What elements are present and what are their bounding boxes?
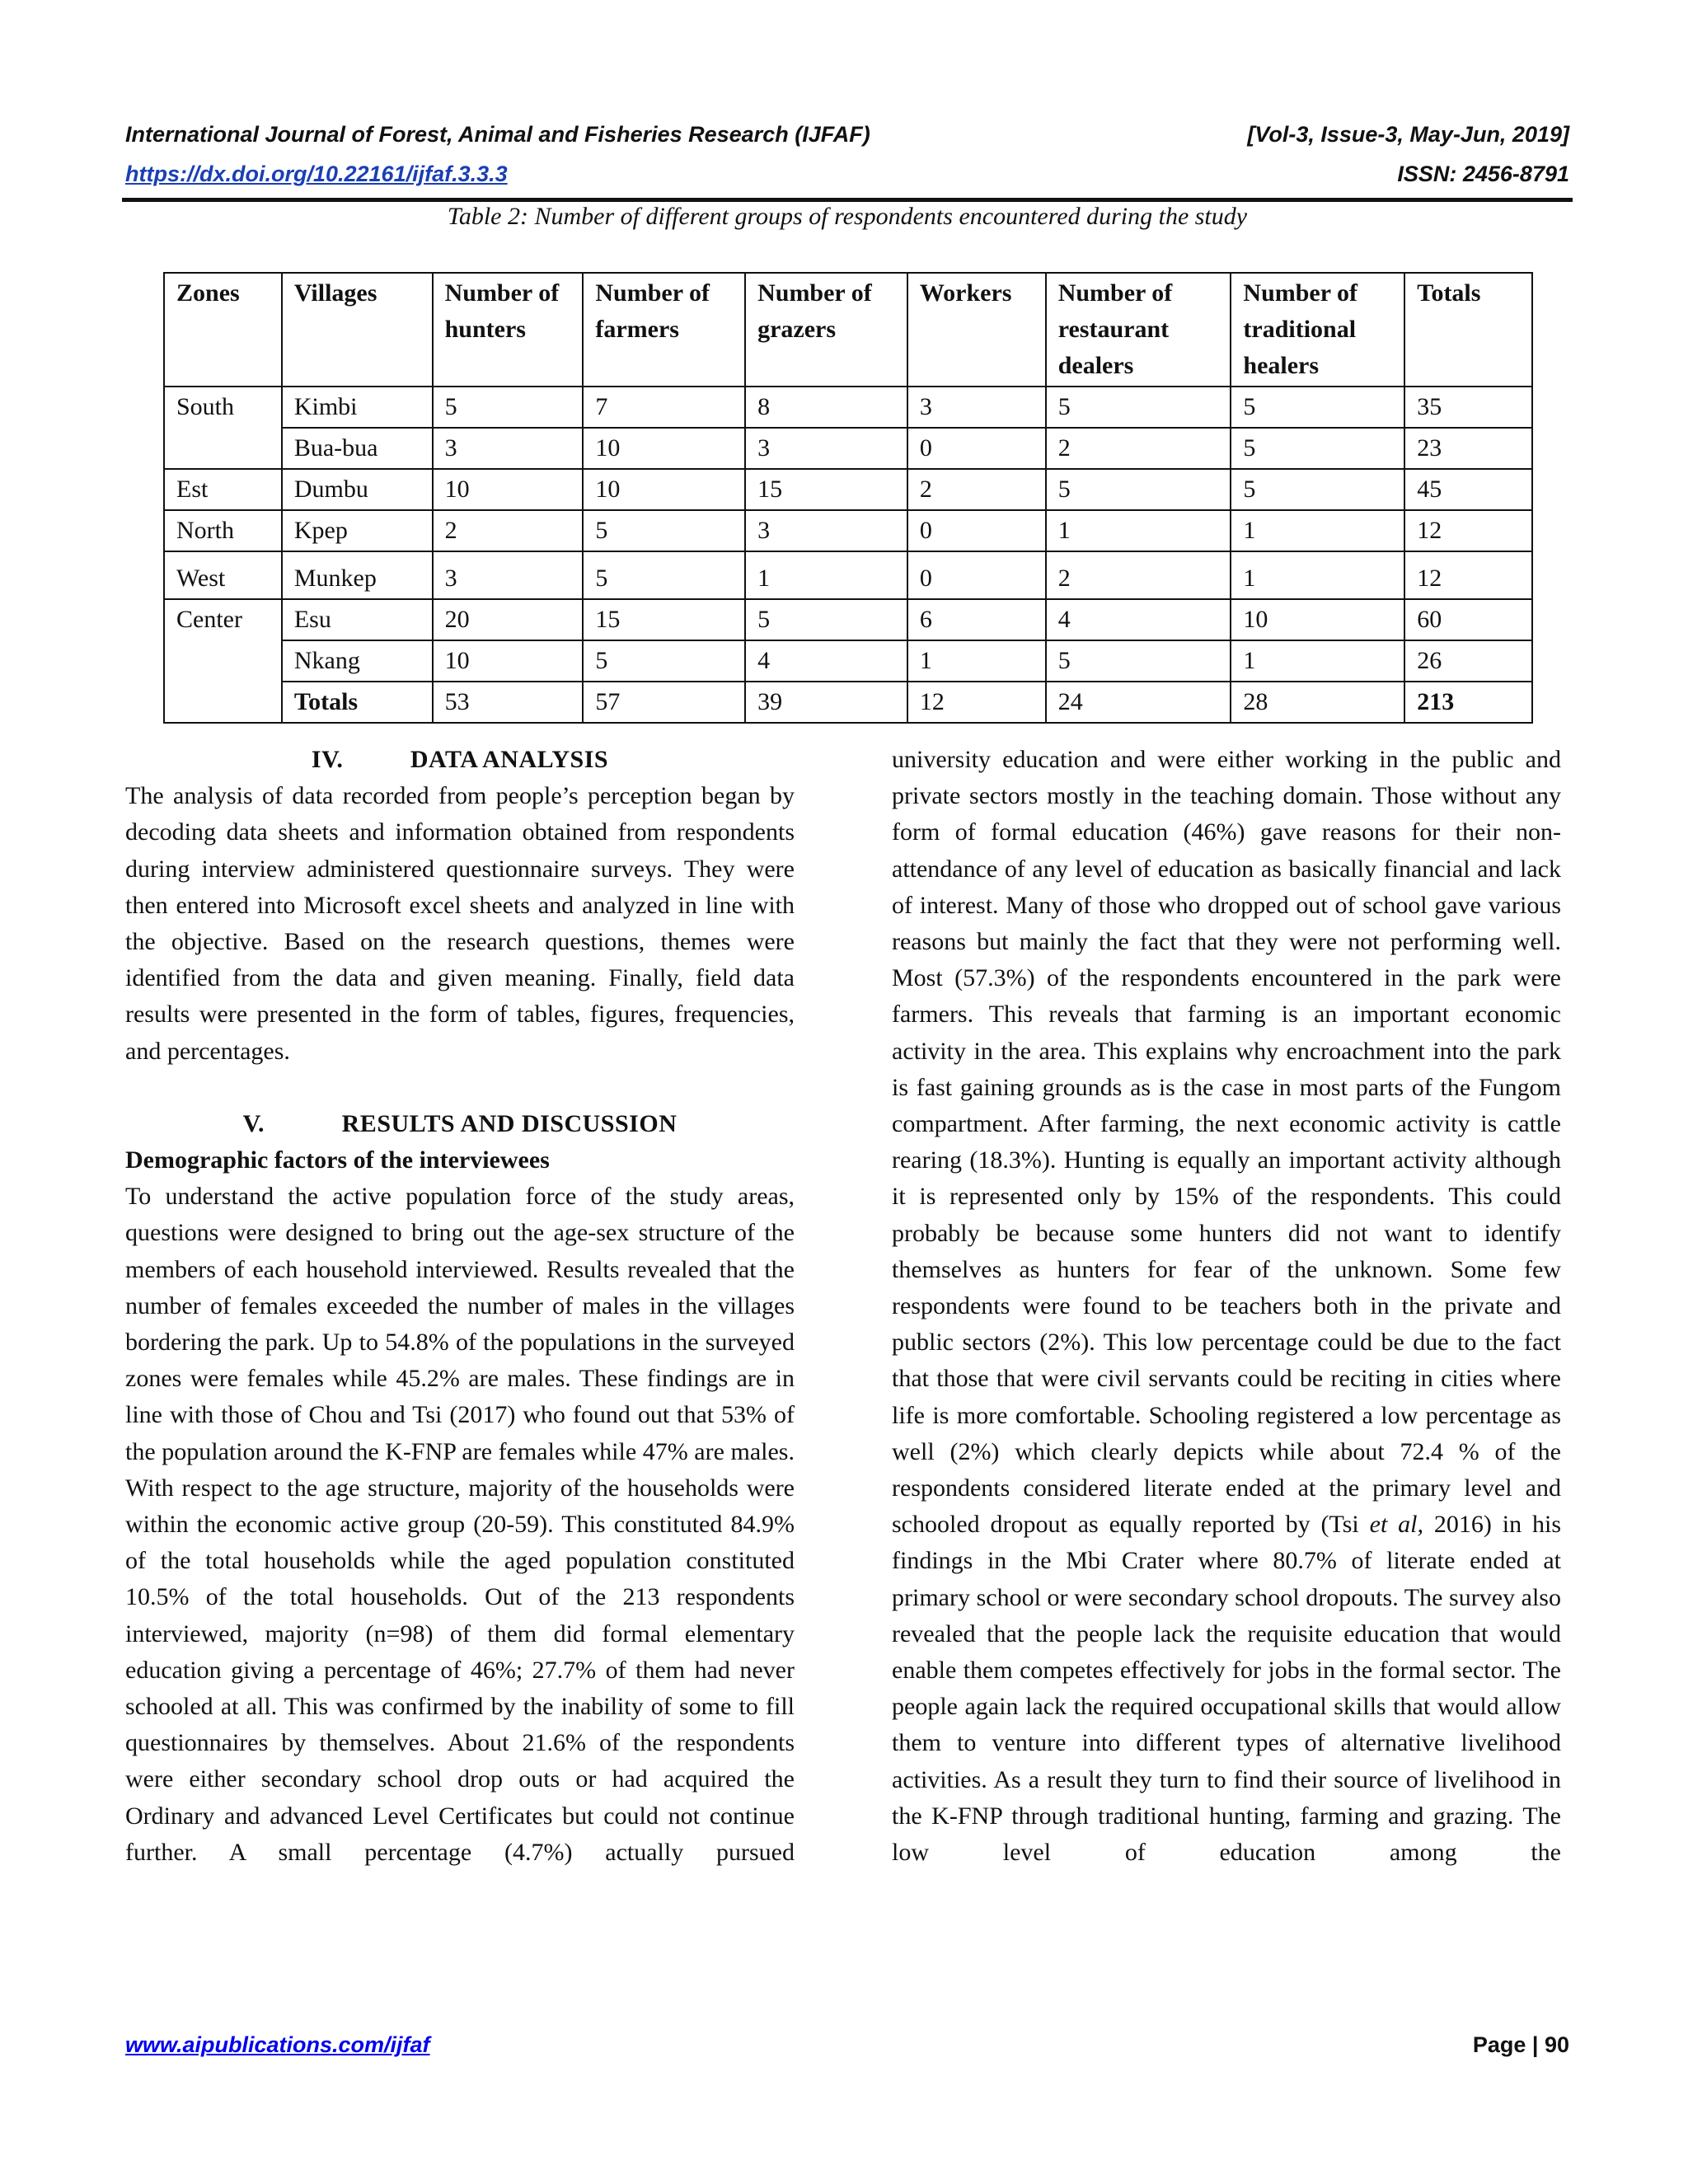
table-cell: 20: [433, 599, 584, 640]
table-header-cell: Totals: [1404, 273, 1532, 387]
table-cell: Est: [164, 469, 282, 510]
paragraph: To understand the active population force of the study areas, questions were designed to bring out the age-sex structure of the members of each household interviewed. Results revealed that the number of females exceeded the number of males in the villages bordering the park. Up to 54.8% of the populations in the surveyed zones were females while 45.2% are males. These findings are in line with those of Chou and Tsi (2017) who found out that 53% of the population around the K-FNP are females while 47% are males. With respect to the age structure, majority of the households were within the economic active group (20-59). This constituted 84.9% of the total households while the aged population constituted 10.5% of the total households. Out of the 213 respondents interviewed, majority (n=98) of them did formal elementary education giving a percentage of 46%; 27.7% of them had never schooled at all. This was confirmed by the inability of some to fill questionnaires by themselves. About 21.6% of the respondents were either secondary school drop outs or had acquired the Ordinary and advanced Level Certificates but could not continue further. A small percentage (4.7%) actually pursued: [125, 1183, 795, 1866]
table-cell: 12: [1404, 551, 1532, 599]
table-cell: [164, 640, 282, 682]
table-header-cell: Villages: [282, 273, 433, 387]
table-cell: 12: [907, 682, 1046, 723]
table-cell: 5: [1046, 640, 1231, 682]
section-number: IV.: [311, 746, 344, 773]
table-cell: 2: [433, 510, 584, 551]
paragraph: [892, 742, 1561, 1871]
paragraph: The analysis of data recorded from people’s perception began by decoding data sheets and information obtained from respondents during interview administered questionnaire surveys. They were then entered into Microsoft excel sheets and analyzed in line with the objective. Based on the research questions, themes were identified from the data and given meaning. Finally, field data results were presented in the form of tables, figures, frequencies, and percentages.: [125, 782, 795, 1065]
table-cell: Esu: [282, 599, 433, 640]
table-cell: 5: [583, 510, 745, 551]
table-cell: 7: [583, 387, 745, 428]
table-cell: 35: [1404, 387, 1532, 428]
table-cell: 39: [745, 682, 907, 723]
table-cell: 10: [583, 428, 745, 469]
table-row: [164, 469, 1532, 510]
table-cell: 5: [1231, 469, 1404, 510]
table-cell: 8: [745, 387, 907, 428]
table-cell: 5: [1046, 387, 1231, 428]
table-cell: South: [164, 387, 282, 428]
table-cell: 23: [1404, 428, 1532, 469]
table-cell: 53: [433, 682, 584, 723]
running-header-line2: [125, 162, 1569, 191]
table-cell: West: [164, 551, 282, 599]
table-cell: Totals: [282, 682, 433, 723]
left-column: [125, 742, 795, 1871]
table-cell: Nkang: [282, 640, 433, 682]
table-cell: 15: [745, 469, 907, 510]
table-cell: 5: [745, 599, 907, 640]
paragraph-text: 2016) in his findings in the Mbi Crater where 80.7% of literate ended at primary school or were secondary school dropouts. The survey also revealed that the people lack the requisite education that would enable them competes effectively for jobs in the formal sector. The people again lack the required occupational skills that would allow them to venture into different types of alternative livelihood activities. As a result they turn to find their source of livelihood in the K-FNP through traditional hunting, farming and grazing. The low level of education among the: [892, 1511, 1562, 1867]
table-totals-row: [164, 682, 1532, 723]
table-cell: 57: [583, 682, 745, 723]
table-header-cell: Number of hunters: [433, 273, 584, 387]
table-row: [164, 640, 1532, 682]
table-cell: 4: [1046, 599, 1231, 640]
paragraph-text: university education and were either working in the public and private sectors mostly in the teaching domain. Those without any form of formal education (46%) gave reasons for their non-attendance of any level of education as basically financial and lack of interest. Many of those who dropped out of school gave various reasons but mainly the fact that they were not performing well. Most (57.3%) of the respondents encountered in the park were farmers. This reveals that farming is an important economic activity in the area. This explains why encroachment into the park is fast gaining grounds as is the case in most parts of the Fungom compartment. After farming, the next economic activity is cattle rearing (18.3%). Hunting is equally an important activity although it is represented only by 15% of the respondents. This could probably be because some hunters did not want to identify themselves as hunters for fear of the unknown. Some few respondents were found to be teachers both in the private and public sectors (2%). This low percentage could be due to the fact that those that were civil servants could be reciting in cities where life is more comfortable. Schooling registered a low percentage as well (2%) which clearly depicts while about 72.4 % of the respondents considered literate ended at the primary level and schooled dropout as equally reported by (Tsi: [892, 746, 1561, 1539]
table-cell: 5: [1231, 428, 1404, 469]
table-cell: 5: [1046, 469, 1231, 510]
citation-etal: et al,: [1369, 1511, 1424, 1539]
table-row: [164, 551, 1532, 599]
table-cell: 10: [1231, 599, 1404, 640]
table-cell: 3: [433, 551, 584, 599]
section-title: DATA ANALYSIS: [410, 746, 609, 773]
table-cell: 1: [745, 551, 907, 599]
table-cell: 12: [1404, 510, 1532, 551]
table-cell: 2: [1046, 551, 1231, 599]
table-cell: 4: [745, 640, 907, 682]
table-cell: 1: [1231, 640, 1404, 682]
table-cell: 6: [907, 599, 1046, 640]
table-cell: 1: [1231, 551, 1404, 599]
table-cell: [164, 428, 282, 469]
publisher-link[interactable]: www.aipublications.com/ijfaf: [125, 2032, 430, 2057]
table-header-cell: Number of grazers: [745, 273, 907, 387]
page-number: Page | 90: [1472, 2032, 1569, 2057]
table-cell: 60: [1404, 599, 1532, 640]
section-title: RESULTS AND DISCUSSION: [341, 1109, 678, 1137]
header-rule: [122, 198, 1573, 202]
table-cell: 45: [1404, 469, 1532, 510]
table-cell: 28: [1231, 682, 1404, 723]
table-cell: 3: [745, 428, 907, 469]
table-row: [164, 510, 1532, 551]
right-column: [892, 742, 1561, 1871]
table-cell: 3: [907, 387, 1046, 428]
table-header-cell: Number of restaurant dealers: [1046, 273, 1231, 387]
table-cell: 24: [1046, 682, 1231, 723]
spacer: [125, 1070, 795, 1106]
section-heading-results: [125, 1106, 795, 1142]
table-cell: Kimbi: [282, 387, 433, 428]
table-cell: 2: [1046, 428, 1231, 469]
table-cell: 0: [907, 510, 1046, 551]
table-cell: 1: [907, 640, 1046, 682]
table-cell: Munkep: [282, 551, 433, 599]
issn: ISSN: 2456-8791: [1397, 162, 1569, 186]
table-row: [164, 599, 1532, 640]
table-cell: 5: [583, 551, 745, 599]
table-cell: 5: [433, 387, 584, 428]
table-cell: 213: [1404, 682, 1532, 723]
table-cell: 1: [1046, 510, 1231, 551]
table-row: [164, 428, 1532, 469]
table-header-row: [164, 273, 1532, 387]
table-row: [164, 387, 1532, 428]
table-cell: Kpep: [282, 510, 433, 551]
table-cell: 2: [907, 469, 1046, 510]
section-number: V.: [242, 1109, 265, 1137]
respondents-table: [163, 272, 1533, 724]
table-cell: 10: [583, 469, 745, 510]
table-caption: Table 2: Number of different groups of respondents encountered during the study: [447, 203, 1248, 230]
table-cell: 10: [433, 469, 584, 510]
table-cell: Dumbu: [282, 469, 433, 510]
journal-title: International Journal of Forest, Animal and Fisheries Research (IJFAF): [125, 122, 870, 147]
doi-link[interactable]: https://dx.doi.org/10.22161/ijfaf.3.3.3: [125, 162, 508, 186]
volume-issue: [Vol-3, Issue-3, May-Jun, 2019]: [1247, 122, 1569, 147]
table-cell: 5: [1231, 387, 1404, 428]
section-heading-data-analysis: [125, 742, 795, 778]
table-cell: 5: [583, 640, 745, 682]
table-cell: 3: [433, 428, 584, 469]
table-header-cell: Number of traditional healers: [1231, 273, 1404, 387]
table-cell: North: [164, 510, 282, 551]
running-header: [125, 122, 1569, 152]
table-cell: 1: [1231, 510, 1404, 551]
table-cell: Center: [164, 599, 282, 640]
table-cell: Bua-bua: [282, 428, 433, 469]
subsection-heading: Demographic factors of the interviewees: [125, 1146, 550, 1174]
table-header-cell: Workers: [907, 273, 1046, 387]
table-header-cell: Number of farmers: [583, 273, 745, 387]
table-cell: 10: [433, 640, 584, 682]
table-cell: 0: [907, 428, 1046, 469]
table-cell: 3: [745, 510, 907, 551]
page-footer: [125, 2032, 1569, 2065]
table-cell: 0: [907, 551, 1046, 599]
table-cell: [164, 682, 282, 723]
table-header-cell: Zones: [164, 273, 282, 387]
table-cell: 26: [1404, 640, 1532, 682]
table-cell: 15: [583, 599, 745, 640]
